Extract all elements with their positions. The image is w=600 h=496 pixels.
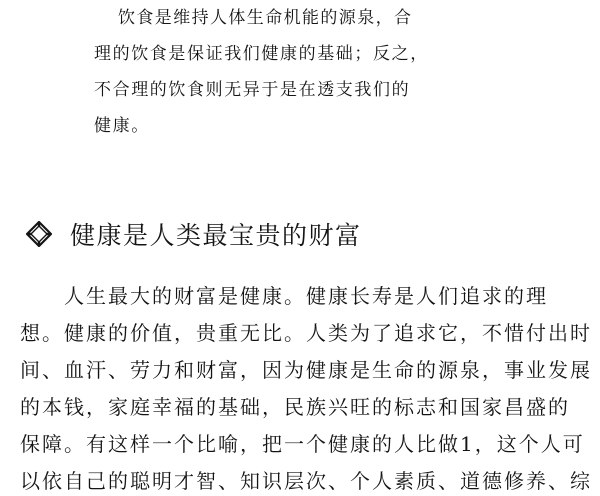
section-heading: 健康是人类最宝贵的财富 (70, 221, 362, 250)
intro-line-3: 不合理的饮食则无异于是在透支我们的 (94, 80, 411, 100)
body-line-5: 保障。有这样一个比喻，把一个健康的人比做1，这个人可 (20, 432, 585, 456)
diamond-bullet-icon (26, 221, 52, 247)
body-line-3: 间、血汗、劳力和财富，因为健康是生命的源泉，事业发展 (20, 358, 592, 382)
body-line-2: 想。健康的价值，贵重无比。人类为了追求它，不惜付出时 (20, 321, 592, 345)
intro-line-1: 饮食是维持人体生命机能的源泉，合 (118, 8, 413, 28)
section-heading-row (26, 216, 362, 252)
body-line-1: 人生最大的财富是健康。健康长寿是人们追求的理 (64, 284, 548, 308)
intro-line-4: 健康。 (94, 116, 150, 136)
body-line-4: 的本钱，家庭幸福的基础，民族兴旺的标志和国家昌盛的 (20, 395, 570, 419)
body-line-6: 以依自己的聪明才智、知识层次、个人素质、道德修养、综 (20, 469, 592, 493)
intro-line-2: 理的饮食是保证我们健康的基础；反之， (94, 44, 429, 64)
